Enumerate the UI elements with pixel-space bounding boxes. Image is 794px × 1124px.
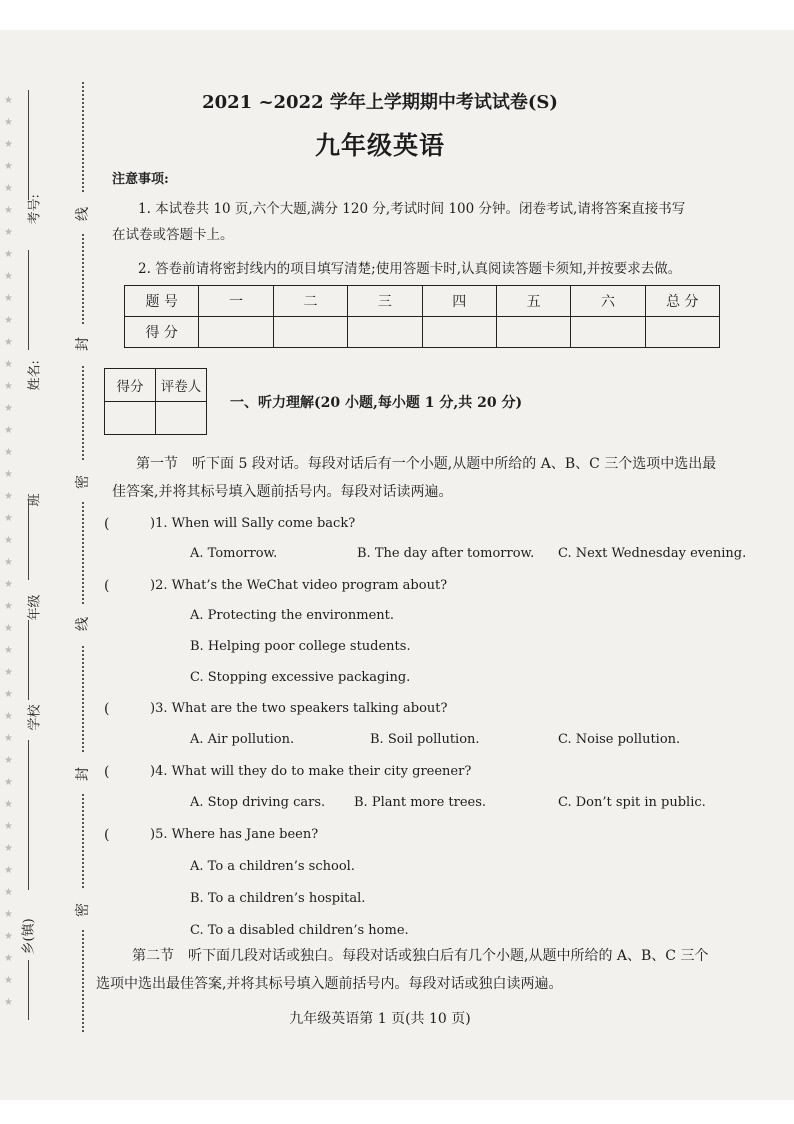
option-c: C. Stopping excessive packaging. xyxy=(190,670,411,685)
score-header-cell: 总 分 xyxy=(645,286,719,317)
answer-bracket[interactable]: ( xyxy=(104,827,110,843)
score-header-cell: 题 号 xyxy=(125,286,199,317)
option-a: A. To a children’s school. xyxy=(190,859,355,874)
option-b: B. Plant more trees. xyxy=(354,795,487,810)
binding-strip xyxy=(0,30,100,1100)
score-header-cell: 六 xyxy=(571,286,645,317)
grader-score-label: 得分 xyxy=(105,369,156,402)
score-table-row xyxy=(125,317,720,348)
score-header-cell: 五 xyxy=(496,286,570,317)
option-a: A. Stop driving cars. xyxy=(190,795,326,810)
binding-decoration: ★ ★ ★ ★ ★ ★ ★ ★ ★ ★ ★ ★ ★ ★ ★ ★ ★ ★ ★ ★ ★ ★ ★ ★ ★ ★ ★ ★ ★ ★ ★ ★ ★ ★ ★ ★ ★ ★ ★ ★ ★ ★ xyxy=(4,95,13,1008)
page-footer: 九年级英语第 1 页(共 10 页) xyxy=(289,1011,471,1027)
score-cell[interactable] xyxy=(645,317,719,348)
section-1-intro-cont: 佳答案,并将其标号填入题前括号内。每段对话读两遍。 xyxy=(112,484,453,500)
notice-item-2: 2. 答卷前请将密封线内的项目填写清楚;使用答题卡时,认真阅读答题卡须知,并按要求去做。 xyxy=(138,261,682,277)
name-field[interactable] xyxy=(28,250,29,350)
score-header-cell: 一 xyxy=(199,286,273,317)
seal-word: 封 xyxy=(68,754,96,794)
score-cell[interactable] xyxy=(273,317,347,348)
class-field[interactable] xyxy=(28,500,29,580)
seal-word: 密 xyxy=(68,890,96,930)
score-cell[interactable] xyxy=(496,317,570,348)
grade-field[interactable] xyxy=(28,620,29,700)
option-a: A. Tomorrow. xyxy=(190,546,278,561)
score-cell[interactable] xyxy=(348,317,422,348)
score-cell[interactable] xyxy=(199,317,273,348)
option-c: C. Don’t spit in public. xyxy=(558,795,706,810)
score-table-header xyxy=(125,286,720,317)
section-2-intro: 第二节 听下面几段对话或独白。每段对话或独白后有几个小题,从题中所给的 A、B、C 三个 xyxy=(132,948,709,964)
name-label: 姓名: xyxy=(27,360,43,391)
notice-heading: 注意事项: xyxy=(112,172,169,187)
grader-table xyxy=(104,368,207,435)
grade-label: 年级 xyxy=(27,594,43,621)
seal-word: 封 xyxy=(68,324,96,364)
answer-bracket[interactable]: ( xyxy=(104,764,110,780)
question-text: )4. What will they do to make their city greener? xyxy=(150,764,472,779)
subject-title: 九年级英语 xyxy=(314,131,445,160)
grader-name-cell[interactable] xyxy=(156,402,207,435)
option-b: B. The day after tomorrow. xyxy=(357,546,535,561)
school-label: 学校 xyxy=(27,704,43,731)
score-header-cell: 四 xyxy=(422,286,496,317)
score-cell[interactable] xyxy=(571,317,645,348)
township-label: 乡(镇) xyxy=(21,918,37,955)
exam-title: 2021 ~2022 学年上学期期中考试试卷(S) xyxy=(202,92,558,113)
township-field[interactable] xyxy=(28,960,29,1020)
notice-item-1: 1. 本试卷共 10 页,六个大题,满分 120 分,考试时间 100 分钟。闭卷考试,请将答案直接书写 xyxy=(138,201,686,217)
answer-bracket[interactable]: ( xyxy=(104,701,110,717)
part-1-title: 一、听力理解(20 小题,每小题 1 分,共 20 分) xyxy=(230,395,523,411)
option-b: B. Helping poor college students. xyxy=(190,639,411,654)
option-b: B. Soil pollution. xyxy=(370,732,480,747)
school-field[interactable] xyxy=(28,740,29,890)
option-a: A. Air pollution. xyxy=(190,732,295,747)
seal-word: 密 xyxy=(68,462,96,502)
exam-number-label: 考号: xyxy=(27,194,43,225)
option-c: C. Next Wednesday evening. xyxy=(558,546,747,561)
seal-word: 线 xyxy=(68,194,96,234)
grader-score-cell[interactable] xyxy=(105,402,156,435)
score-header-cell: 三 xyxy=(348,286,422,317)
seal-word: 线 xyxy=(68,604,96,644)
option-c: C. Noise pollution. xyxy=(558,732,681,747)
answer-bracket[interactable]: ( xyxy=(104,578,110,594)
exam-number-field[interactable] xyxy=(28,90,29,200)
score-cell[interactable] xyxy=(422,317,496,348)
score-row-label: 得 分 xyxy=(125,317,199,348)
section-1-intro: 第一节 听下面 5 段对话。每段对话后有一个小题,从题中所给的 A、B、C 三个选项中选出最 xyxy=(136,456,717,472)
option-a: A. Protecting the environment. xyxy=(190,608,395,623)
question-text: )3. What are the two speakers talking about? xyxy=(150,701,448,716)
question-text: )5. Where has Jane been? xyxy=(150,827,319,842)
question-text: )1. When will Sally come back? xyxy=(150,516,356,531)
section-2-intro-cont: 选项中选出最佳答案,并将其标号填入题前括号内。每段对话或独白读两遍。 xyxy=(96,976,563,992)
score-header-cell: 二 xyxy=(273,286,347,317)
grader-name-label: 评卷人 xyxy=(156,369,207,402)
question-text: )2. What’s the WeChat video program about? xyxy=(150,578,448,593)
option-b: B. To a children’s hospital. xyxy=(190,891,366,906)
notice-item-1-cont: 在试卷或答题卡上。 xyxy=(112,227,234,243)
class-label: 班 xyxy=(27,493,43,507)
answer-bracket[interactable]: ( xyxy=(104,516,110,532)
score-table xyxy=(124,285,720,348)
exam-page xyxy=(0,30,794,1100)
option-c: C. To a disabled children’s home. xyxy=(190,923,409,938)
